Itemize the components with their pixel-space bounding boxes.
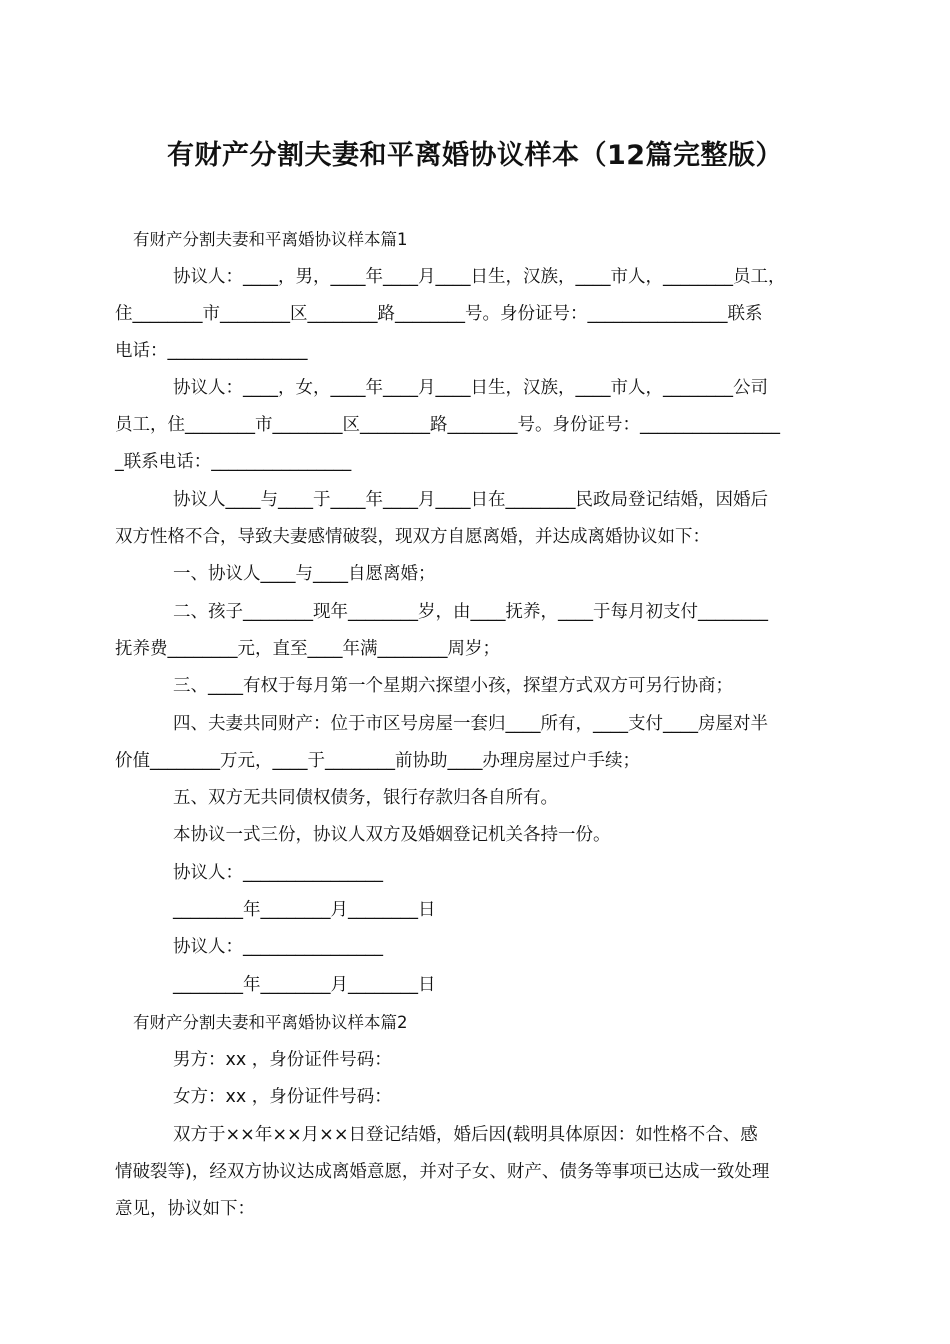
paragraph-line: 男方：xx ，身份证件号码： — [173, 1050, 392, 1070]
signature-line: 协议人：________________ — [173, 863, 383, 883]
paragraph-line: 协议人：____，男，____年____月____日生，汉族，____市人，________员工， — [173, 267, 786, 287]
paragraph-line: 意见，协议如下： — [115, 1199, 255, 1219]
clause-line: 五、双方无共同债权债务，银行存款归各自所有。 — [173, 788, 558, 808]
paragraph-line: 电话：________________ — [115, 341, 308, 361]
paragraph-line: 协议人____与____于____年____月____日在________民政局登记结婚，因婚后 — [173, 490, 768, 510]
paragraph-line: 双方性格不合，导致夫妻感情破裂，现双方自愿离婚，并达成离婚协议如下： — [115, 527, 710, 547]
date-line: ________年________月________日 — [173, 975, 436, 995]
clause-line: 一、协议人____与____自愿离婚； — [173, 564, 436, 584]
paragraph-line: 情破裂等)，经双方协议达成离婚意愿，并对子女、财产、债务等事项已达成一致处理 — [115, 1162, 770, 1182]
clause-line: 二、孩子________现年________岁，由____抚养，____于每月初支付________ — [173, 602, 768, 622]
paragraph-line: 女方：xx ，身份证件号码： — [173, 1087, 392, 1107]
paragraph-line: 协议人：____，女，____年____月____日生，汉族，____市人，________公司 — [173, 378, 768, 398]
section-1-heading: 有财产分割夫妻和平离婚协议样本篇1 — [133, 230, 408, 249]
paragraph-line: 双方于××年××月××日登记结婚，婚后因(载明具体原因：如性格不合、感 — [173, 1125, 758, 1145]
paragraph-line: _联系电话：________________ — [115, 452, 352, 472]
paragraph-line: 住________市________区________路________号。身份证号：________________联系 — [115, 304, 763, 324]
document-title: 有财产分割夫妻和平离婚协议样本（12篇完整版） — [166, 140, 784, 171]
paragraph-line: 员工，住________市________区________路________号。身份证号：________________ — [115, 415, 780, 435]
date-line: ________年________月________日 — [173, 900, 436, 920]
clause-line: 三、____有权于每月第一个星期六探望小孩，探望方式双方可另行协商； — [173, 676, 733, 696]
clause-line: 四、夫妻共同财产：位于市区号房屋一套归____所有，____支付____房屋对半 — [173, 714, 768, 734]
signature-line: 协议人：________________ — [173, 937, 383, 957]
section-2-heading: 有财产分割夫妻和平离婚协议样本篇2 — [133, 1013, 408, 1032]
paragraph-line: 本协议一式三份，协议人双方及婚姻登记机关各持一份。 — [173, 825, 611, 845]
clause-line: 抚养费________元，直至____年满________周岁； — [115, 639, 500, 659]
clause-line: 价值________万元，____于________前协助____办理房屋过户手续； — [115, 751, 640, 771]
